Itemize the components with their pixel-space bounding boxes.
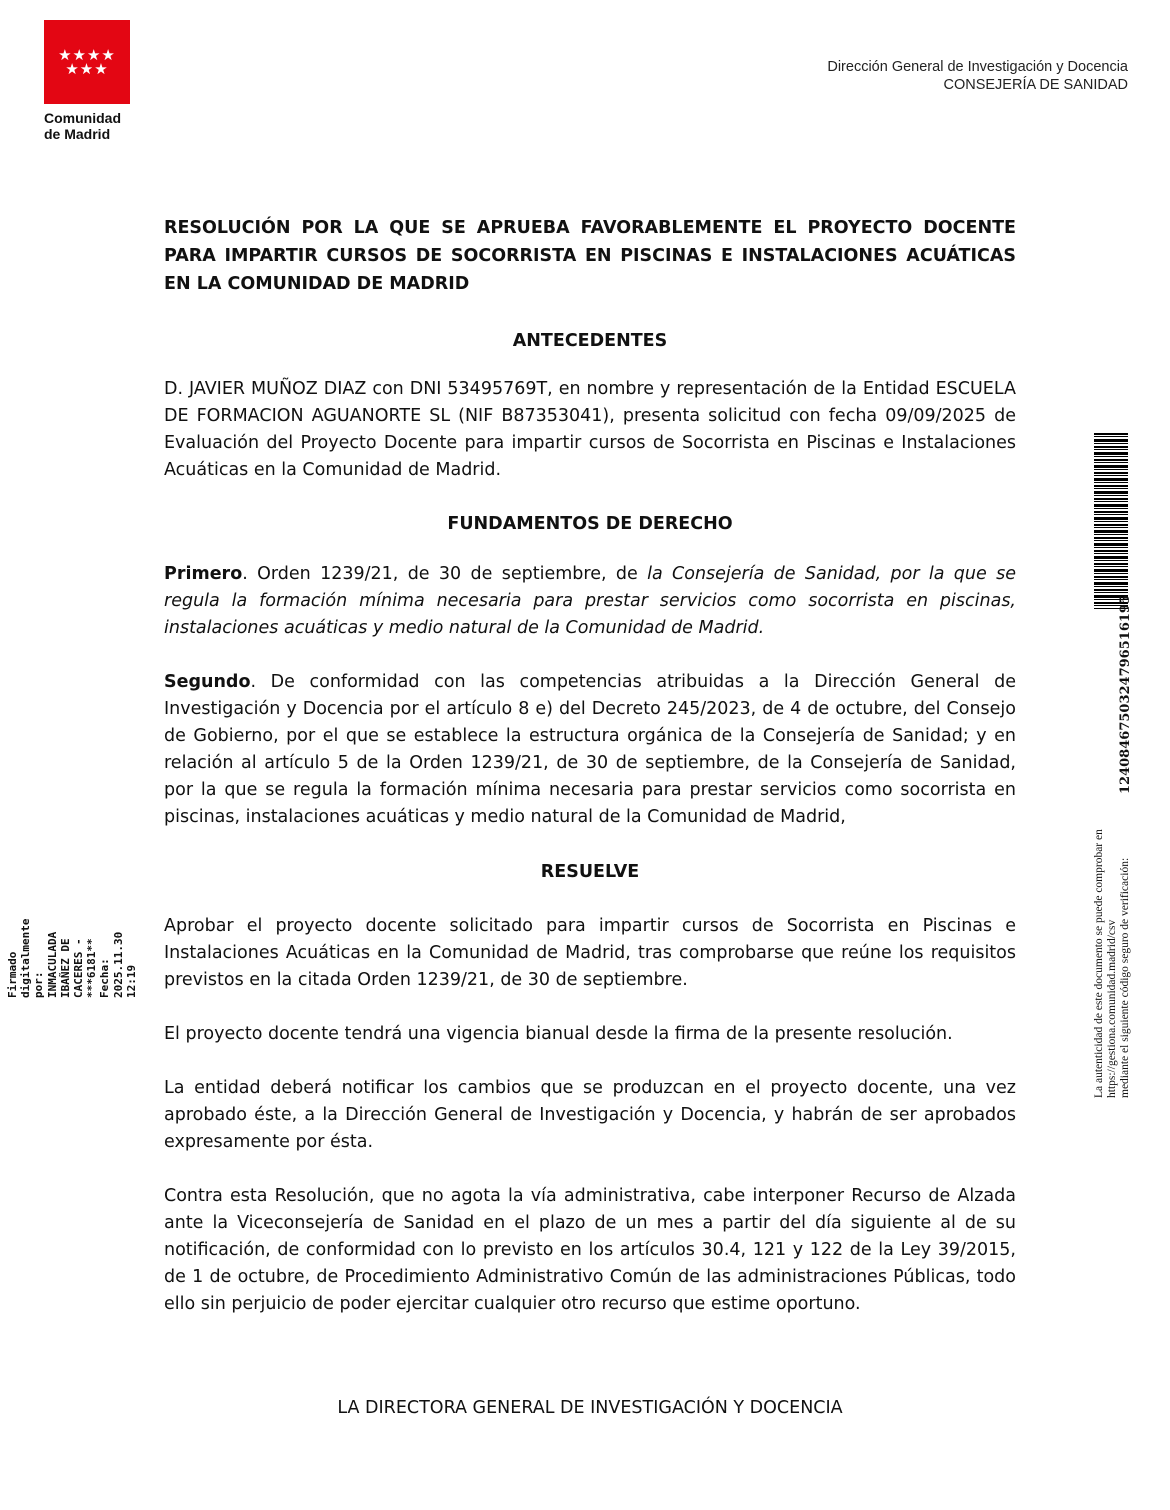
logo-stars-bottom: ★★★ [65, 60, 109, 78]
logo-text [44, 110, 134, 142]
verification-barcode [1094, 433, 1128, 609]
document-title: RESOLUCIÓN POR LA QUE SE APRUEBA FAVORABLEMENTE EL PROYECTO DOCENTE PARA IMPARTIR CURSOS DE SOCORRISTA EN PISCINAS E INSTALACIONES ACUÁTICAS EN LA COMUNIDAD DE MADRID [164, 218, 1016, 294]
logo-text-line2: de Madrid [44, 126, 111, 142]
signature-line: INMACULADA [45, 931, 59, 998]
header-department [827, 58, 1128, 94]
resuelve-paragraph: La entidad deberá notificar los cambios que se produzcan en el proyecto docente, una vez aprobado éste, a la Dirección General de Investigación y Docencia, y habrán de ser aprobados expresamente por ésta. [164, 1078, 1016, 1152]
verification-url: https://gestiona.comunidad.madrid/csv [1105, 919, 1118, 1098]
signature-line: 2025.11.30 [111, 931, 125, 998]
header-line1: Dirección General de Investigación y Docencia [827, 59, 1128, 75]
verification-notice [1093, 829, 1131, 1098]
fundamento-primero [164, 561, 1016, 642]
segundo-text: . De conformidad con las competencias atribuidas a la Dirección General de Investigación y Docencia por el artículo 8 e) del Decreto 245/2023, de 4 de octubre, del Consejo de Gobierno, por el que se establece la estructura orgánica de la Consejería de Sanidad; y en relación al artículo 5 de la Orden 1239/21, de 30 de septiembre, de la Consejería de Sanidad, por la que se regula la formación mínima necesaria para prestar servicios como socorrista en piscinas, instalaciones acuáticas y medio natural de la Comunidad de Madrid, [164, 672, 1016, 827]
primero-italic: la Consejería de Sanidad, por la que se regula la formación mínima necesaria para prestar servicios como socorrista en piscinas, instalaciones acuáticas y medio natural de la Comunidad de Madrid. [164, 564, 1016, 638]
primero-label: Primero [164, 564, 243, 584]
signature-line: Fecha: [98, 958, 112, 998]
verification-line3: mediante el siguiente código seguro de verificación: [1118, 857, 1131, 1098]
signature-line: CACERES - [72, 938, 86, 998]
verification-code: 1240846750324796516195 [1118, 595, 1133, 794]
signature-line: por: [32, 971, 46, 998]
signature-line: Firmado [6, 951, 19, 998]
signature-line: ***6181** [85, 938, 99, 998]
antecedentes-heading: ANTECEDENTES [512, 331, 668, 351]
fundamentos-heading: FUNDAMENTOS DE DERECHO [447, 514, 733, 534]
resuelve-paragraph: Contra esta Resolución, que no agota la vía administrativa, cabe interponer Recurso de Alzada ante la Viceconsejería de Sanidad en el plazo de un mes a partir del día siguiente al de su notificación, de conformidad con lo previsto en los artículos 30.4, 121 y 122 de la Ley 39/2015, de 1 de octubre, de Procedimiento Administrativo Común de las administraciones Públicas, todo ello sin perjuicio de poder ejercitar cualquier otro recurso que estime oportuno. [164, 1186, 1016, 1314]
document-body [164, 214, 1016, 1318]
signature-line: 12:19 [124, 964, 138, 998]
antecedentes-text: D. JAVIER MUÑOZ DIAZ con DNI 53495769T, en nombre y representación de la Entidad ESCUELA DE FORMACION AGUANORTE SL (NIF B87353041), presenta solicitud con fecha 09/09/2025 de Evaluación del Proyecto Docente para impartir cursos de Socorrista en Piscinas e Instalaciones Acuáticas en la Comunidad de Madrid. [164, 379, 1016, 480]
logo-text-line1: Comunidad [44, 110, 121, 126]
resuelve-paragraph: Aprobar el proyecto docente solicitado para impartir cursos de Socorrista en Piscinas e Instalaciones Acuáticas en la Comunidad de Madrid, tras comprobarse que reúne los requisitos previstos en la citada Orden 1239/21, de 30 de septiembre. [164, 916, 1016, 990]
logo-red-flag [44, 20, 130, 104]
resuelve-heading: RESUELVE [540, 862, 640, 882]
signatory-title: LA DIRECTORA GENERAL DE INVESTIGACIÓN Y DOCENCIA [337, 1398, 843, 1418]
primero-lead: . Orden 1239/21, de 30 de septiembre, de [242, 564, 648, 584]
verification-line1: La autenticidad de este documento se puede comprobar en [1093, 829, 1105, 1098]
segundo-label: Segundo [164, 672, 251, 692]
fundamento-segundo [164, 669, 1016, 831]
digital-signature-stamp [6, 919, 138, 998]
resuelve-paragraph: El proyecto docente tendrá una vigencia bianual desde la firma de la presente resolución. [164, 1024, 953, 1044]
logo-stars-top: ★★★★ [58, 46, 116, 64]
signature-line: digitalmente [19, 918, 33, 998]
header-line2: CONSEJERÍA DE SANIDAD [943, 77, 1128, 93]
comunidad-madrid-logo [44, 20, 134, 142]
signature-line: IBAÑEZ DE [58, 938, 72, 998]
